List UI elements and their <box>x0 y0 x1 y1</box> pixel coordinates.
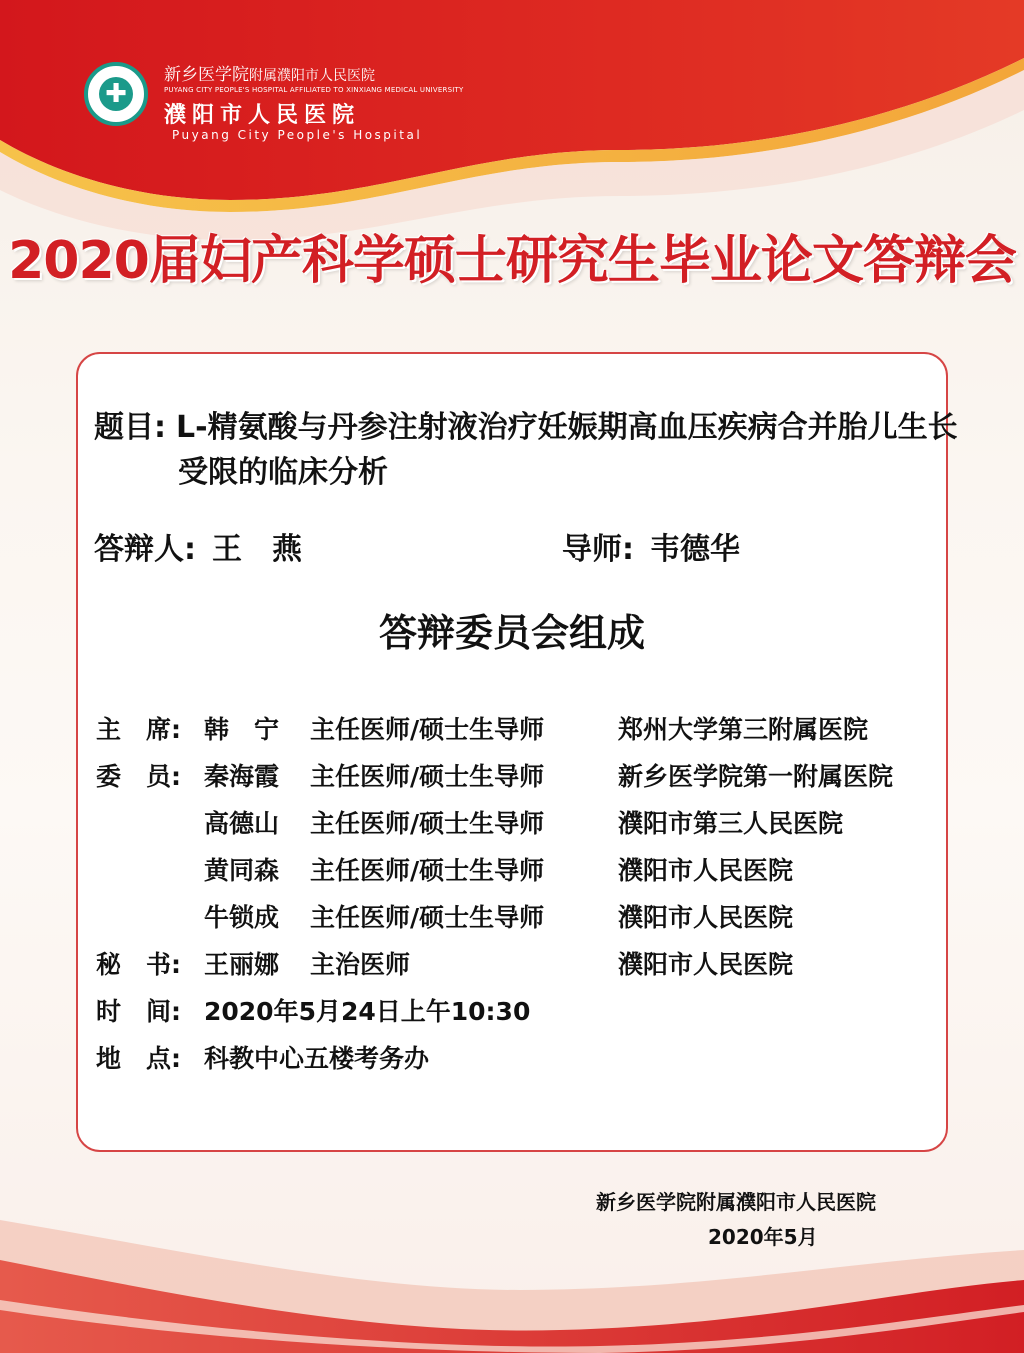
committee-title: 主任医师/硕士生导师 <box>310 762 545 791</box>
logo-line-1 <box>164 60 375 85</box>
page-title: 2020届妇产科学硕士研究生毕业论文答辩会 <box>8 231 1016 291</box>
committee-name: 王丽娜 <box>204 950 280 979</box>
committee-heading: 答辩委员会组成 <box>378 611 645 655</box>
committee-name: 牛锁成 <box>204 903 280 932</box>
hospital-cross-icon: ✚ <box>99 77 133 111</box>
committee-org: 濮阳市人民医院 <box>618 950 794 979</box>
footer-date: 2020年5月 <box>708 1225 818 1249</box>
committee-title: 主任医师/硕士生导师 <box>310 809 545 838</box>
committee-org: 濮阳市第三人民医院 <box>618 809 844 838</box>
place-value: 科教中心五楼考务办 <box>204 1044 430 1073</box>
time-value: 2020年5月24日上午10:30 <box>204 997 531 1026</box>
place-label: 地 点: <box>96 1044 181 1073</box>
hospital-logo-badge <box>84 62 148 126</box>
logo-affiliation: 附属濮阳市人民医院 <box>249 68 375 84</box>
defender-label: 答辩人: <box>94 532 196 567</box>
committee-org: 濮阳市人民医院 <box>618 903 794 932</box>
committee-name: 黄同森 <box>204 856 280 885</box>
committee-name: 韩 宁 <box>204 715 280 744</box>
logo-line-3: 濮阳市人民医院 <box>164 102 361 128</box>
time-label: 时 间: <box>96 997 181 1026</box>
committee-org: 濮阳市人民医院 <box>618 856 794 885</box>
committee-title: 主任医师/硕士生导师 <box>310 903 545 932</box>
logo-line-2: PUYANG CITY PEOPLE'S HOSPITAL AFFILIATED TO XINXIANG MEDICAL UNIVERSITY <box>164 86 464 94</box>
topic-label: 题目: <box>94 410 166 445</box>
committee-org: 郑州大学第三附属医院 <box>618 715 869 744</box>
committee-title: 主任医师/硕士生导师 <box>310 715 545 744</box>
logo-line-4: Puyang City People's Hospital <box>172 128 423 142</box>
committee-name: 秦海霞 <box>204 762 280 791</box>
committee-name: 高德山 <box>204 809 280 838</box>
logo-university-name: 新乡医学院 <box>164 65 249 85</box>
advisor-label: 导师: <box>562 532 634 567</box>
defender-name: 王 燕 <box>212 532 302 567</box>
committee-title: 主任医师/硕士生导师 <box>310 856 545 885</box>
advisor-name: 韦德华 <box>650 532 740 567</box>
committee-org: 新乡医学院第一附属医院 <box>618 762 894 791</box>
topic-line-2: 受限的临床分析 <box>178 455 388 490</box>
committee-title: 主治医师 <box>310 950 411 979</box>
footer-org: 新乡医学院附属濮阳市人民医院 <box>596 1190 876 1214</box>
committee-role: 委 员: <box>96 762 181 791</box>
topic-line-1: L-精氨酸与丹参注射液治疗妊娠期高血压疾病合并胎儿生长 <box>176 410 958 445</box>
committee-role: 秘 书: <box>96 950 181 979</box>
committee-role: 主 席: <box>96 715 181 744</box>
